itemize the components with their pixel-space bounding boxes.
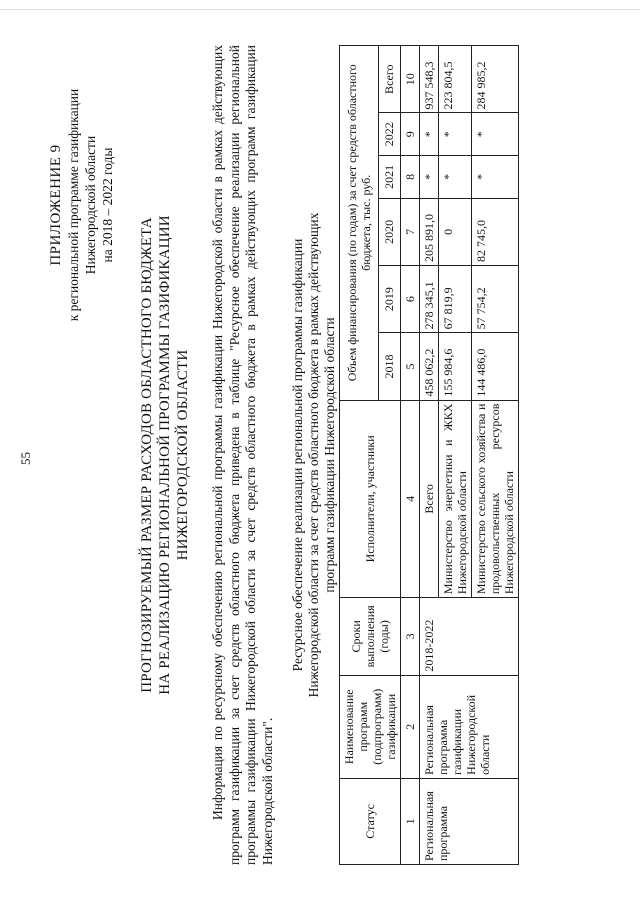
appendix-line-3: на 2018 – 2022 годы xyxy=(100,147,115,263)
column-number-row xyxy=(401,46,420,865)
header-total: Всего xyxy=(378,46,400,113)
value-cell: * xyxy=(420,156,439,199)
total-cell: 223 804,5 xyxy=(439,46,472,113)
value-cell: * xyxy=(472,156,519,199)
main-title-line-1: ПРОГНОЗИРУЕМЫЙ РАЗМЕР РАСХОДОВ ОБЛАСТНОГО БЮДЖЕТА xyxy=(139,217,155,693)
header-year: 2019 xyxy=(378,266,400,333)
header-funding: Объем финансирования (по годам) за счет средств областного бюджета, тыс. руб. xyxy=(340,46,379,401)
main-title-line-2: НА РЕАЛИЗАЦИЮ РЕГИОНАЛЬНОЙ ПРОГРАММЫ ГАЗИФИКАЦИИ xyxy=(157,215,173,695)
executor-cell: Министерство энергетики и ЖКХ Нижегородской области xyxy=(439,400,472,597)
header-period: Сроки выполнения (годы) xyxy=(340,598,401,676)
appendix-line-1: к региональной программе газификации xyxy=(66,88,81,322)
column-number: 5 xyxy=(401,333,420,400)
value-cell: 144 486,0 xyxy=(472,333,519,400)
executor-cell: Всего xyxy=(420,400,439,597)
appendix-header xyxy=(48,25,116,385)
value-cell: 155 984,6 xyxy=(439,333,472,400)
column-number: 2 xyxy=(401,675,420,778)
intro-paragraph: Информация по ресурсному обеспечению региональной программы газификации Нижегородской области в рамках действующих программ газификации за счет средств областного бюджета приведена в таблице "Ресурсное обеспечение реализации региональной программы газификации Нижегородской области за счет средств областного бюджета в рамках действующих программ газификации Нижегородской области". xyxy=(210,45,275,865)
main-title xyxy=(138,45,192,865)
scan-edge-line xyxy=(0,9,640,10)
column-number: 6 xyxy=(401,266,420,333)
appendix-title: ПРИЛОЖЕНИЕ 9 xyxy=(48,144,64,266)
table-title-line-1: Ресурсное обеспечение реализации региональной программы газификации xyxy=(290,238,305,672)
value-cell: * xyxy=(439,156,472,199)
main-title-line-3: НИЖЕГОРОДСКОЙ ОБЛАСТИ xyxy=(175,349,191,561)
table-title-line-3: программ газификации Нижегородской области xyxy=(322,317,337,593)
status-cell: Региональная программа xyxy=(420,778,519,864)
value-cell: 0 xyxy=(439,198,472,265)
column-number: 7 xyxy=(401,198,420,265)
column-number: 10 xyxy=(401,46,420,113)
value-cell: * xyxy=(420,113,439,156)
period-cell: 2018-2022 xyxy=(420,598,519,676)
header-year: 2020 xyxy=(378,198,400,265)
table-title-line-2: Нижегородской области за счет средств областного бюджета в рамках действующих xyxy=(306,212,321,698)
funding-table xyxy=(339,45,519,865)
table-row xyxy=(420,46,439,865)
total-cell: 284 985,2 xyxy=(472,46,519,113)
table-header-row xyxy=(340,46,379,865)
header-executors: Исполнители, участники xyxy=(340,400,401,597)
column-number: 3 xyxy=(401,598,420,676)
value-cell: 278 345,1 xyxy=(420,266,439,333)
value-cell: 458 062,2 xyxy=(420,333,439,400)
appendix-line-2: Нижегородской области xyxy=(83,135,98,275)
table-title xyxy=(290,45,338,865)
column-number: 4 xyxy=(401,400,420,597)
value-cell: 57 754,2 xyxy=(472,266,519,333)
header-year: 2018 xyxy=(378,333,400,400)
value-cell: 82 745,0 xyxy=(472,198,519,265)
program-name-cell: Региональная программа газификации Нижегородской области xyxy=(420,675,519,778)
value-cell: * xyxy=(472,113,519,156)
column-number: 1 xyxy=(401,778,420,864)
value-cell: 205 891,0 xyxy=(420,198,439,265)
executor-cell: Министерство сельского хозяйства и продовольственных ресурсов Нижегородской области xyxy=(472,400,519,597)
value-cell: * xyxy=(439,113,472,156)
header-status: Статус xyxy=(340,778,401,864)
column-number: 8 xyxy=(401,156,420,199)
total-cell: 937 548,3 xyxy=(420,46,439,113)
page-number: 55 xyxy=(18,452,33,465)
value-cell: 67 819,9 xyxy=(439,266,472,333)
column-number: 9 xyxy=(401,113,420,156)
header-program-name: Наименование программ (подпрограмм) газификации xyxy=(340,675,401,778)
header-year: 2022 xyxy=(378,113,400,156)
header-year: 2021 xyxy=(378,156,400,199)
